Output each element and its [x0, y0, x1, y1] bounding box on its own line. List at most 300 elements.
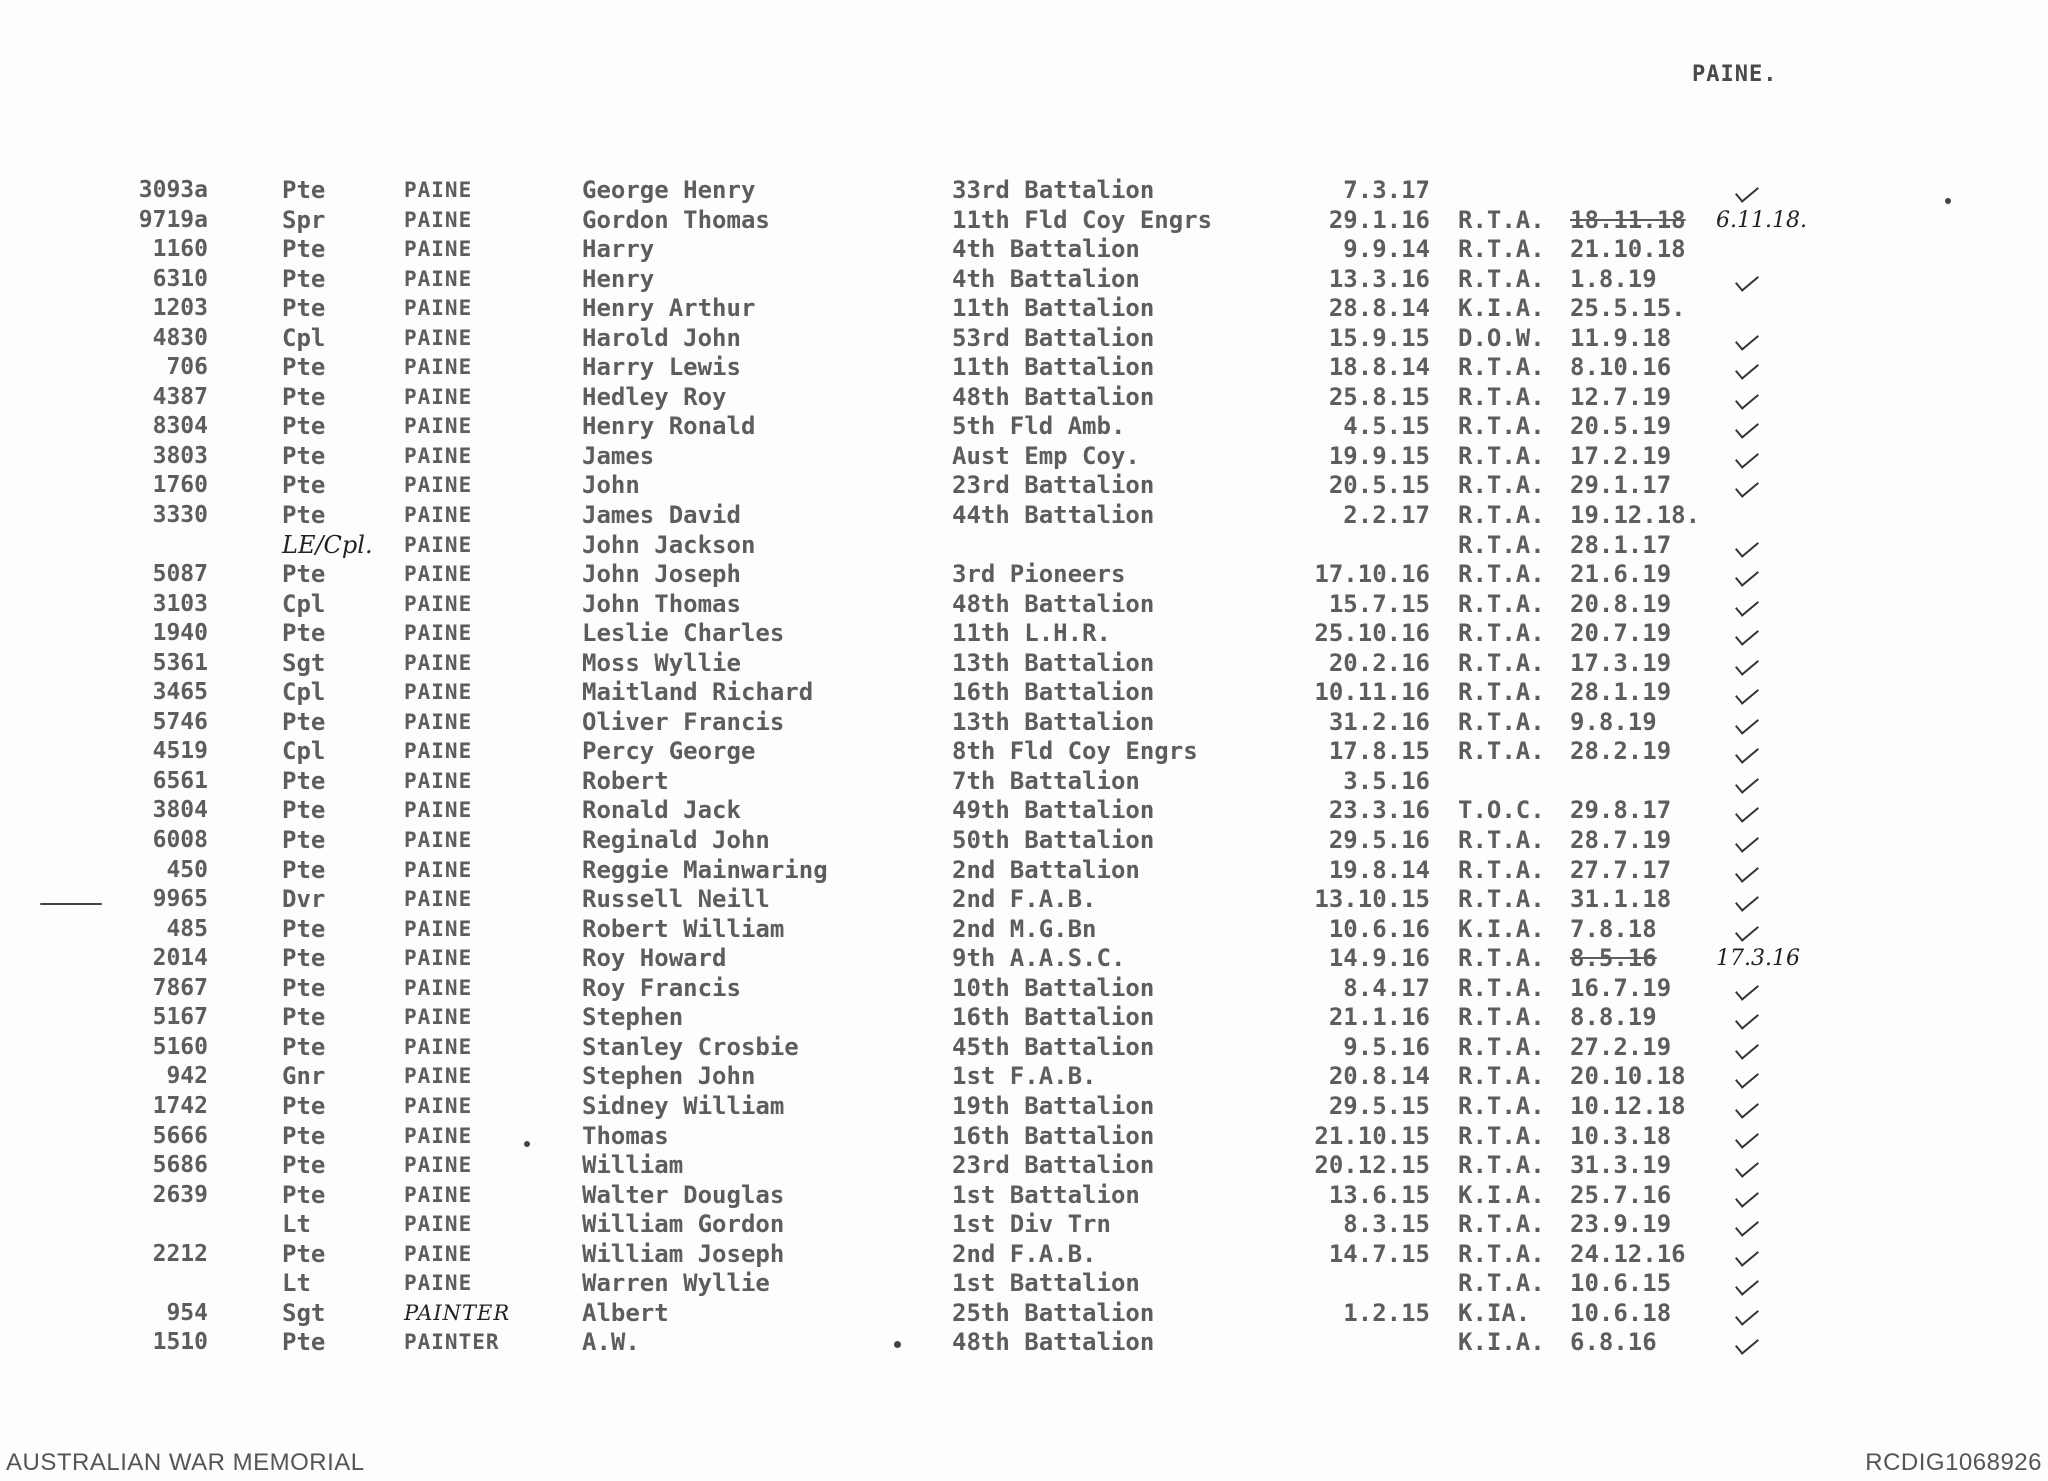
unit: 13th Battalion — [952, 648, 1155, 677]
service-number: 706 — [166, 354, 208, 381]
fate-date: 25.7.16 — [1570, 1180, 1672, 1209]
ink-dot — [894, 1341, 901, 1348]
surname: PAINE — [404, 709, 473, 734]
given-names: Harold John — [582, 323, 741, 352]
rank: Pte — [282, 264, 326, 293]
surname: PAINE — [404, 1093, 473, 1118]
given-names: William Gordon — [582, 1210, 785, 1239]
rank: Pte — [282, 826, 326, 855]
fate: R.T.A. — [1458, 353, 1545, 382]
unit: 23rd Battalion — [952, 471, 1155, 500]
surname: PAINE — [404, 562, 473, 587]
roll-entry — [0, 856, 1900, 886]
rank: Pte — [282, 1239, 326, 1268]
enlistment-date: 13.6.15 — [1328, 1180, 1430, 1209]
rank: Pte — [282, 1003, 326, 1032]
enlistment-date: 21.1.16 — [1328, 1003, 1430, 1032]
fate-date: 6.8.16 — [1570, 1328, 1657, 1357]
given-names: Percy George — [582, 737, 756, 766]
unit: 19th Battalion — [952, 1091, 1155, 1120]
roll-entry — [0, 560, 1900, 590]
rank: Spr — [282, 205, 326, 234]
given-names: Henry — [582, 264, 655, 293]
surname: PAINE — [404, 650, 473, 675]
fate-date: 31.3.19 — [1570, 1151, 1672, 1180]
roll-entry — [0, 1122, 1900, 1152]
rank: Pte — [282, 914, 326, 943]
given-names: John — [582, 471, 640, 500]
enlistment-date: 17.10.16 — [1314, 560, 1430, 589]
enlistment-date: 15.7.15 — [1328, 589, 1430, 618]
fate-date: 27.2.19 — [1570, 1032, 1672, 1061]
given-names: Maitland Richard — [582, 678, 814, 707]
unit: 11th L.H.R. — [952, 619, 1111, 648]
fate: R.T.A. — [1458, 1121, 1545, 1150]
fate: R.T.A. — [1458, 382, 1545, 411]
unit: 2nd Battalion — [952, 855, 1140, 884]
unit: Aust Emp Coy. — [952, 441, 1140, 470]
checkmark-icon — [1735, 1155, 1759, 1178]
roll-entry — [0, 531, 1900, 561]
given-names: Ronald Jack — [582, 796, 741, 825]
service-number: 3465 — [152, 679, 208, 706]
service-number: 1510 — [152, 1329, 208, 1356]
enlistment-date: 8.3.15 — [1343, 1210, 1430, 1239]
footer-identifier: RCDIG1068926 — [1865, 1449, 2042, 1476]
enlistment-date: 3.5.16 — [1343, 766, 1430, 795]
service-number: 5167 — [152, 1004, 208, 1031]
fate: R.T.A. — [1458, 1003, 1545, 1032]
footer-credit: AUSTRALIAN WAR MEMORIAL — [6, 1449, 365, 1476]
given-names: Harry — [582, 235, 655, 264]
rank: Gnr — [282, 1062, 326, 1091]
given-names: Roy Francis — [582, 973, 741, 1002]
unit: 1st Battalion — [952, 1180, 1140, 1209]
fate-date: 19.12.18. — [1570, 501, 1701, 530]
checkmark-icon — [1735, 1126, 1759, 1149]
fate: R.T.A. — [1458, 441, 1545, 470]
fate: R.T.A. — [1458, 1091, 1545, 1120]
surname: PAINE — [404, 266, 473, 291]
checkmark-icon — [1735, 269, 1759, 292]
given-names: Warren Wyllie — [582, 1269, 770, 1298]
service-number: 942 — [166, 1063, 208, 1090]
service-number: 2639 — [152, 1181, 208, 1208]
fate: R.T.A. — [1458, 648, 1545, 677]
enlistment-date: 13.10.15 — [1314, 885, 1430, 914]
checkmark-icon — [1735, 742, 1759, 765]
roll-entry — [0, 324, 1900, 354]
surname: PAINTER — [404, 1300, 511, 1325]
fate-date: 20.5.19 — [1570, 412, 1672, 441]
given-names: Roy Howard — [582, 944, 727, 973]
fate-date: 11.9.18 — [1570, 323, 1672, 352]
unit: 4th Battalion — [952, 264, 1140, 293]
fate-date: 18.11.18 — [1570, 205, 1686, 234]
unit: 50th Battalion — [952, 826, 1155, 855]
unit: 48th Battalion — [952, 1328, 1155, 1357]
rank: Pte — [282, 1328, 326, 1357]
service-number: 1760 — [152, 472, 208, 499]
rank: Pte — [282, 944, 326, 973]
fate-date: 24.12.16 — [1570, 1239, 1686, 1268]
checkmark-icon — [1735, 860, 1759, 883]
enlistment-date: 9.5.16 — [1343, 1032, 1430, 1061]
enlistment-date: 7.3.17 — [1343, 176, 1430, 204]
fate-date: 21.6.19 — [1570, 560, 1672, 589]
fate-date: 10.3.18 — [1570, 1121, 1672, 1150]
fate-date: 20.8.19 — [1570, 589, 1672, 618]
surname: PAINE — [404, 798, 473, 823]
unit: 49th Battalion — [952, 796, 1155, 825]
fate: K.I.A. — [1458, 914, 1545, 943]
enlistment-date: 20.12.15 — [1314, 1151, 1430, 1180]
checkmark-icon — [1735, 1008, 1759, 1031]
fate: R.T.A. — [1458, 1239, 1545, 1268]
given-names: Robert — [582, 766, 669, 795]
checkmark-icon — [1735, 328, 1759, 351]
roll-entry — [0, 235, 1900, 265]
fate-date: 10.12.18 — [1570, 1091, 1686, 1120]
fate: R.T.A. — [1458, 1210, 1545, 1239]
surname: PAINE — [404, 1005, 473, 1030]
service-number: 5361 — [152, 649, 208, 676]
service-number: 5746 — [152, 708, 208, 735]
enlistment-date: 2.2.17 — [1343, 501, 1430, 530]
fate: R.T.A. — [1458, 973, 1545, 1002]
rank: Pte — [282, 412, 326, 441]
fate-date: 1.8.19 — [1570, 264, 1657, 293]
given-names: William Joseph — [582, 1239, 785, 1268]
roll-entry — [0, 1092, 1900, 1122]
roll-entry — [0, 1328, 1900, 1358]
checkmark-icon — [1735, 653, 1759, 676]
given-names: Moss Wyllie — [582, 648, 741, 677]
fate-date: 21.10.18 — [1570, 235, 1686, 264]
fate: R.T.A. — [1458, 501, 1545, 530]
ink-dash — [40, 903, 102, 905]
ink-dot — [524, 1141, 530, 1147]
fate-date: 17.3.19 — [1570, 648, 1672, 677]
unit: 45th Battalion — [952, 1032, 1155, 1061]
roll-entry — [0, 176, 1900, 206]
given-names: Sidney William — [582, 1091, 785, 1120]
fate-date: 20.7.19 — [1570, 619, 1672, 648]
surname: PAINE — [404, 1212, 473, 1237]
roll-entry — [0, 767, 1900, 797]
enlistment-date: 21.10.15 — [1314, 1121, 1430, 1150]
fate-date: 7.8.18 — [1570, 914, 1657, 943]
enlistment-date: 10.11.16 — [1314, 678, 1430, 707]
unit: 7th Battalion — [952, 766, 1140, 795]
service-number: 450 — [166, 856, 208, 883]
given-names: Leslie Charles — [582, 619, 785, 648]
fate: D.O.W. — [1458, 323, 1545, 352]
fate-date: 17.2.19 — [1570, 441, 1672, 470]
fate-date: 10.6.18 — [1570, 1298, 1672, 1327]
fate-date: 8.10.16 — [1570, 353, 1672, 382]
rank: Cpl — [282, 737, 326, 766]
unit: 11th Fld Coy Engrs — [952, 205, 1213, 234]
rank: Pte — [282, 294, 326, 323]
checkmark-icon — [1735, 1037, 1759, 1060]
surname: PAINE — [404, 591, 473, 616]
roll-entry — [0, 501, 1900, 531]
roll-entry — [0, 1181, 1900, 1211]
checkmark-icon — [1735, 357, 1759, 380]
service-number: 4387 — [152, 383, 208, 410]
checkmark-icon — [1735, 712, 1759, 735]
surname: PAINE — [404, 1064, 473, 1089]
rank: Pte — [282, 1121, 326, 1150]
service-number: 6561 — [152, 767, 208, 794]
fate: R.T.A. — [1458, 412, 1545, 441]
fate: R.T.A. — [1458, 1269, 1545, 1298]
unit: 2nd F.A.B. — [952, 1239, 1097, 1268]
surname: PAINE — [404, 828, 473, 853]
enlistment-date: 28.8.14 — [1328, 294, 1430, 323]
given-names: Stephen — [582, 1003, 684, 1032]
surname: PAINE — [404, 975, 473, 1000]
service-number: 6310 — [152, 265, 208, 292]
enlistment-date: 31.2.16 — [1328, 707, 1430, 736]
rank: Cpl — [282, 589, 326, 618]
fate-date: 29.8.17 — [1570, 796, 1672, 825]
unit: 23rd Battalion — [952, 1151, 1155, 1180]
roll-entry — [0, 1033, 1900, 1063]
rank: Cpl — [282, 678, 326, 707]
rank: Pte — [282, 235, 326, 264]
unit: 48th Battalion — [952, 589, 1155, 618]
fate: R.T.A. — [1458, 1032, 1545, 1061]
roll-entry — [0, 471, 1900, 501]
service-number: 1940 — [152, 620, 208, 647]
rank: Pte — [282, 1032, 326, 1061]
surname: PAINE — [404, 384, 473, 409]
checkmark-icon — [1735, 919, 1759, 942]
fate: R.T.A. — [1458, 1062, 1545, 1091]
service-number: 8304 — [152, 413, 208, 440]
unit: 53rd Battalion — [952, 323, 1155, 352]
enlistment-date: 14.9.16 — [1328, 944, 1430, 973]
surname: PAINE — [404, 473, 473, 498]
service-number: 3103 — [152, 590, 208, 617]
fate: R.T.A. — [1458, 235, 1545, 264]
checkmark-icon — [1735, 564, 1759, 587]
enlistment-date: 1.2.15 — [1343, 1298, 1430, 1327]
given-names: Albert — [582, 1298, 669, 1327]
service-number: 1203 — [152, 295, 208, 322]
given-names: John Thomas — [582, 589, 741, 618]
enlistment-date: 15.9.15 — [1328, 323, 1430, 352]
rank: Pte — [282, 471, 326, 500]
fate: R.T.A. — [1458, 826, 1545, 855]
rank: Pte — [282, 973, 326, 1002]
given-names: John Jackson — [582, 530, 756, 559]
enlistment-date: 8.4.17 — [1343, 973, 1430, 1002]
roll-entry — [0, 294, 1900, 324]
service-number: 954 — [166, 1299, 208, 1326]
fate: R.T.A. — [1458, 619, 1545, 648]
fate: R.T.A. — [1458, 471, 1545, 500]
unit: 16th Battalion — [952, 1003, 1155, 1032]
rank: Lt — [282, 1269, 311, 1298]
given-names: Reginald John — [582, 826, 770, 855]
surname: PAINE — [404, 532, 473, 557]
surname: PAINE — [404, 1153, 473, 1178]
checkmark-icon — [1735, 801, 1759, 824]
given-names: Thomas — [582, 1121, 669, 1150]
roll-entry — [0, 1299, 1900, 1329]
service-number: 1742 — [152, 1092, 208, 1119]
unit: 10th Battalion — [952, 973, 1155, 1002]
enlistment-date: 19.9.15 — [1328, 441, 1430, 470]
unit: 2nd F.A.B. — [952, 885, 1097, 914]
service-number: 4830 — [152, 324, 208, 351]
surname: PAINE — [404, 1271, 473, 1296]
surname: PAINE — [404, 857, 473, 882]
given-names: John Joseph — [582, 560, 741, 589]
surname: PAINE — [404, 1123, 473, 1148]
fate: K.I.A. — [1458, 1180, 1545, 1209]
surname: PAINE — [404, 768, 473, 793]
surname: PAINE — [404, 1034, 473, 1059]
checkmark-icon — [1735, 683, 1759, 706]
surname: PAINE — [404, 680, 473, 705]
enlistment-date: 20.2.16 — [1328, 648, 1430, 677]
rank: Pte — [282, 707, 326, 736]
fate: R.T.A. — [1458, 1151, 1545, 1180]
roll-entry — [0, 206, 1900, 236]
surname: PAINE — [404, 237, 473, 262]
enlistment-date: 20.5.15 — [1328, 471, 1430, 500]
enlistment-date: 4.5.15 — [1343, 412, 1430, 441]
checkmark-icon — [1735, 446, 1759, 469]
given-names: Oliver Francis — [582, 707, 785, 736]
checkmark-icon — [1735, 1244, 1759, 1267]
service-number: 7867 — [152, 974, 208, 1001]
service-number: 4519 — [152, 738, 208, 765]
roll-entry — [0, 678, 1900, 708]
fate: K.I.A. — [1458, 1328, 1545, 1357]
given-names: Stephen John — [582, 1062, 756, 1091]
unit: 16th Battalion — [952, 678, 1155, 707]
rank: Sgt — [282, 1298, 326, 1327]
rank: Pte — [282, 619, 326, 648]
checkmark-icon — [1735, 978, 1759, 1001]
unit: 1st F.A.B. — [952, 1062, 1097, 1091]
handwritten-annotation: 6.11.18. — [1716, 207, 1807, 233]
service-number: 3803 — [152, 442, 208, 469]
roll-entry — [0, 737, 1900, 767]
checkmark-icon — [1735, 1096, 1759, 1119]
roll-entry — [0, 796, 1900, 826]
roll-entry — [0, 412, 1900, 442]
roll-entry — [0, 1062, 1900, 1092]
enlistment-date: 20.8.14 — [1328, 1062, 1430, 1091]
fate: R.T.A. — [1458, 885, 1545, 914]
checkmark-icon — [1735, 771, 1759, 794]
unit: 48th Battalion — [952, 382, 1155, 411]
service-number: 485 — [166, 915, 208, 942]
checkmark-icon — [1735, 889, 1759, 912]
service-number: 5087 — [152, 561, 208, 588]
rank: LE/Cpl. — [282, 530, 373, 559]
given-names: Russell Neill — [582, 885, 770, 914]
fate: K.IA. — [1458, 1298, 1531, 1327]
roll-entry — [0, 974, 1900, 1004]
checkmark-icon — [1735, 180, 1759, 203]
enlistment-date: 13.3.16 — [1328, 264, 1430, 293]
ink-dot — [1945, 198, 1951, 204]
enlistment-date: 17.8.15 — [1328, 737, 1430, 766]
rank: Pte — [282, 1091, 326, 1120]
given-names: Harry Lewis — [582, 353, 741, 382]
enlistment-date: 29.5.15 — [1328, 1091, 1430, 1120]
rank: Pte — [282, 382, 326, 411]
unit: 11th Battalion — [952, 294, 1155, 323]
enlistment-date: 14.7.15 — [1328, 1239, 1430, 1268]
fate: R.T.A. — [1458, 855, 1545, 884]
service-number: 1160 — [152, 236, 208, 263]
surname: PAINE — [404, 503, 473, 528]
service-number: 9965 — [152, 886, 208, 913]
fate-date: 8.5.16 — [1570, 944, 1657, 973]
checkmark-icon — [1735, 417, 1759, 440]
service-number: 2014 — [152, 945, 208, 972]
surname: PAINE — [404, 355, 473, 380]
given-names: William — [582, 1151, 684, 1180]
handwritten-annotation: 17.3.16 — [1716, 946, 1800, 972]
checkmark-icon — [1735, 476, 1759, 499]
fate-date: 23.9.19 — [1570, 1210, 1672, 1239]
unit: 5th Fld Amb. — [952, 412, 1126, 441]
surname: PAINE — [404, 916, 473, 941]
roll-entry — [0, 442, 1900, 472]
given-names: James David — [582, 501, 741, 530]
service-number: 6008 — [152, 827, 208, 854]
given-names: Henry Ronald — [582, 412, 756, 441]
checkmark-icon — [1735, 623, 1759, 646]
given-names: Hedley Roy — [582, 382, 727, 411]
roll-entry — [0, 649, 1900, 679]
given-names: James — [582, 441, 655, 470]
fate: R.T.A. — [1458, 589, 1545, 618]
rank: Pte — [282, 560, 326, 589]
fate: R.T.A. — [1458, 560, 1545, 589]
given-names: A.W. — [582, 1328, 640, 1357]
roll-entry — [0, 383, 1900, 413]
roll-entry — [0, 353, 1900, 383]
fate-date: 31.1.18 — [1570, 885, 1672, 914]
unit: 3rd Pioneers — [952, 560, 1126, 589]
fate-date: 27.7.17 — [1570, 855, 1672, 884]
enlistment-date: 23.3.16 — [1328, 796, 1430, 825]
service-number: 5686 — [152, 1152, 208, 1179]
fate: R.T.A. — [1458, 707, 1545, 736]
given-names: Gordon Thomas — [582, 205, 770, 234]
rank: Sgt — [282, 648, 326, 677]
fate: R.T.A. — [1458, 944, 1545, 973]
roll-entry — [0, 1210, 1900, 1240]
fate-date: 28.2.19 — [1570, 737, 1672, 766]
enlistment-date: 29.1.16 — [1328, 205, 1430, 234]
service-number: 2212 — [152, 1240, 208, 1267]
surname: PAINE — [404, 1241, 473, 1266]
page-heading: PAINE. — [1692, 62, 1778, 87]
surname: PAINE — [404, 739, 473, 764]
given-names: Stanley Crosbie — [582, 1032, 799, 1061]
